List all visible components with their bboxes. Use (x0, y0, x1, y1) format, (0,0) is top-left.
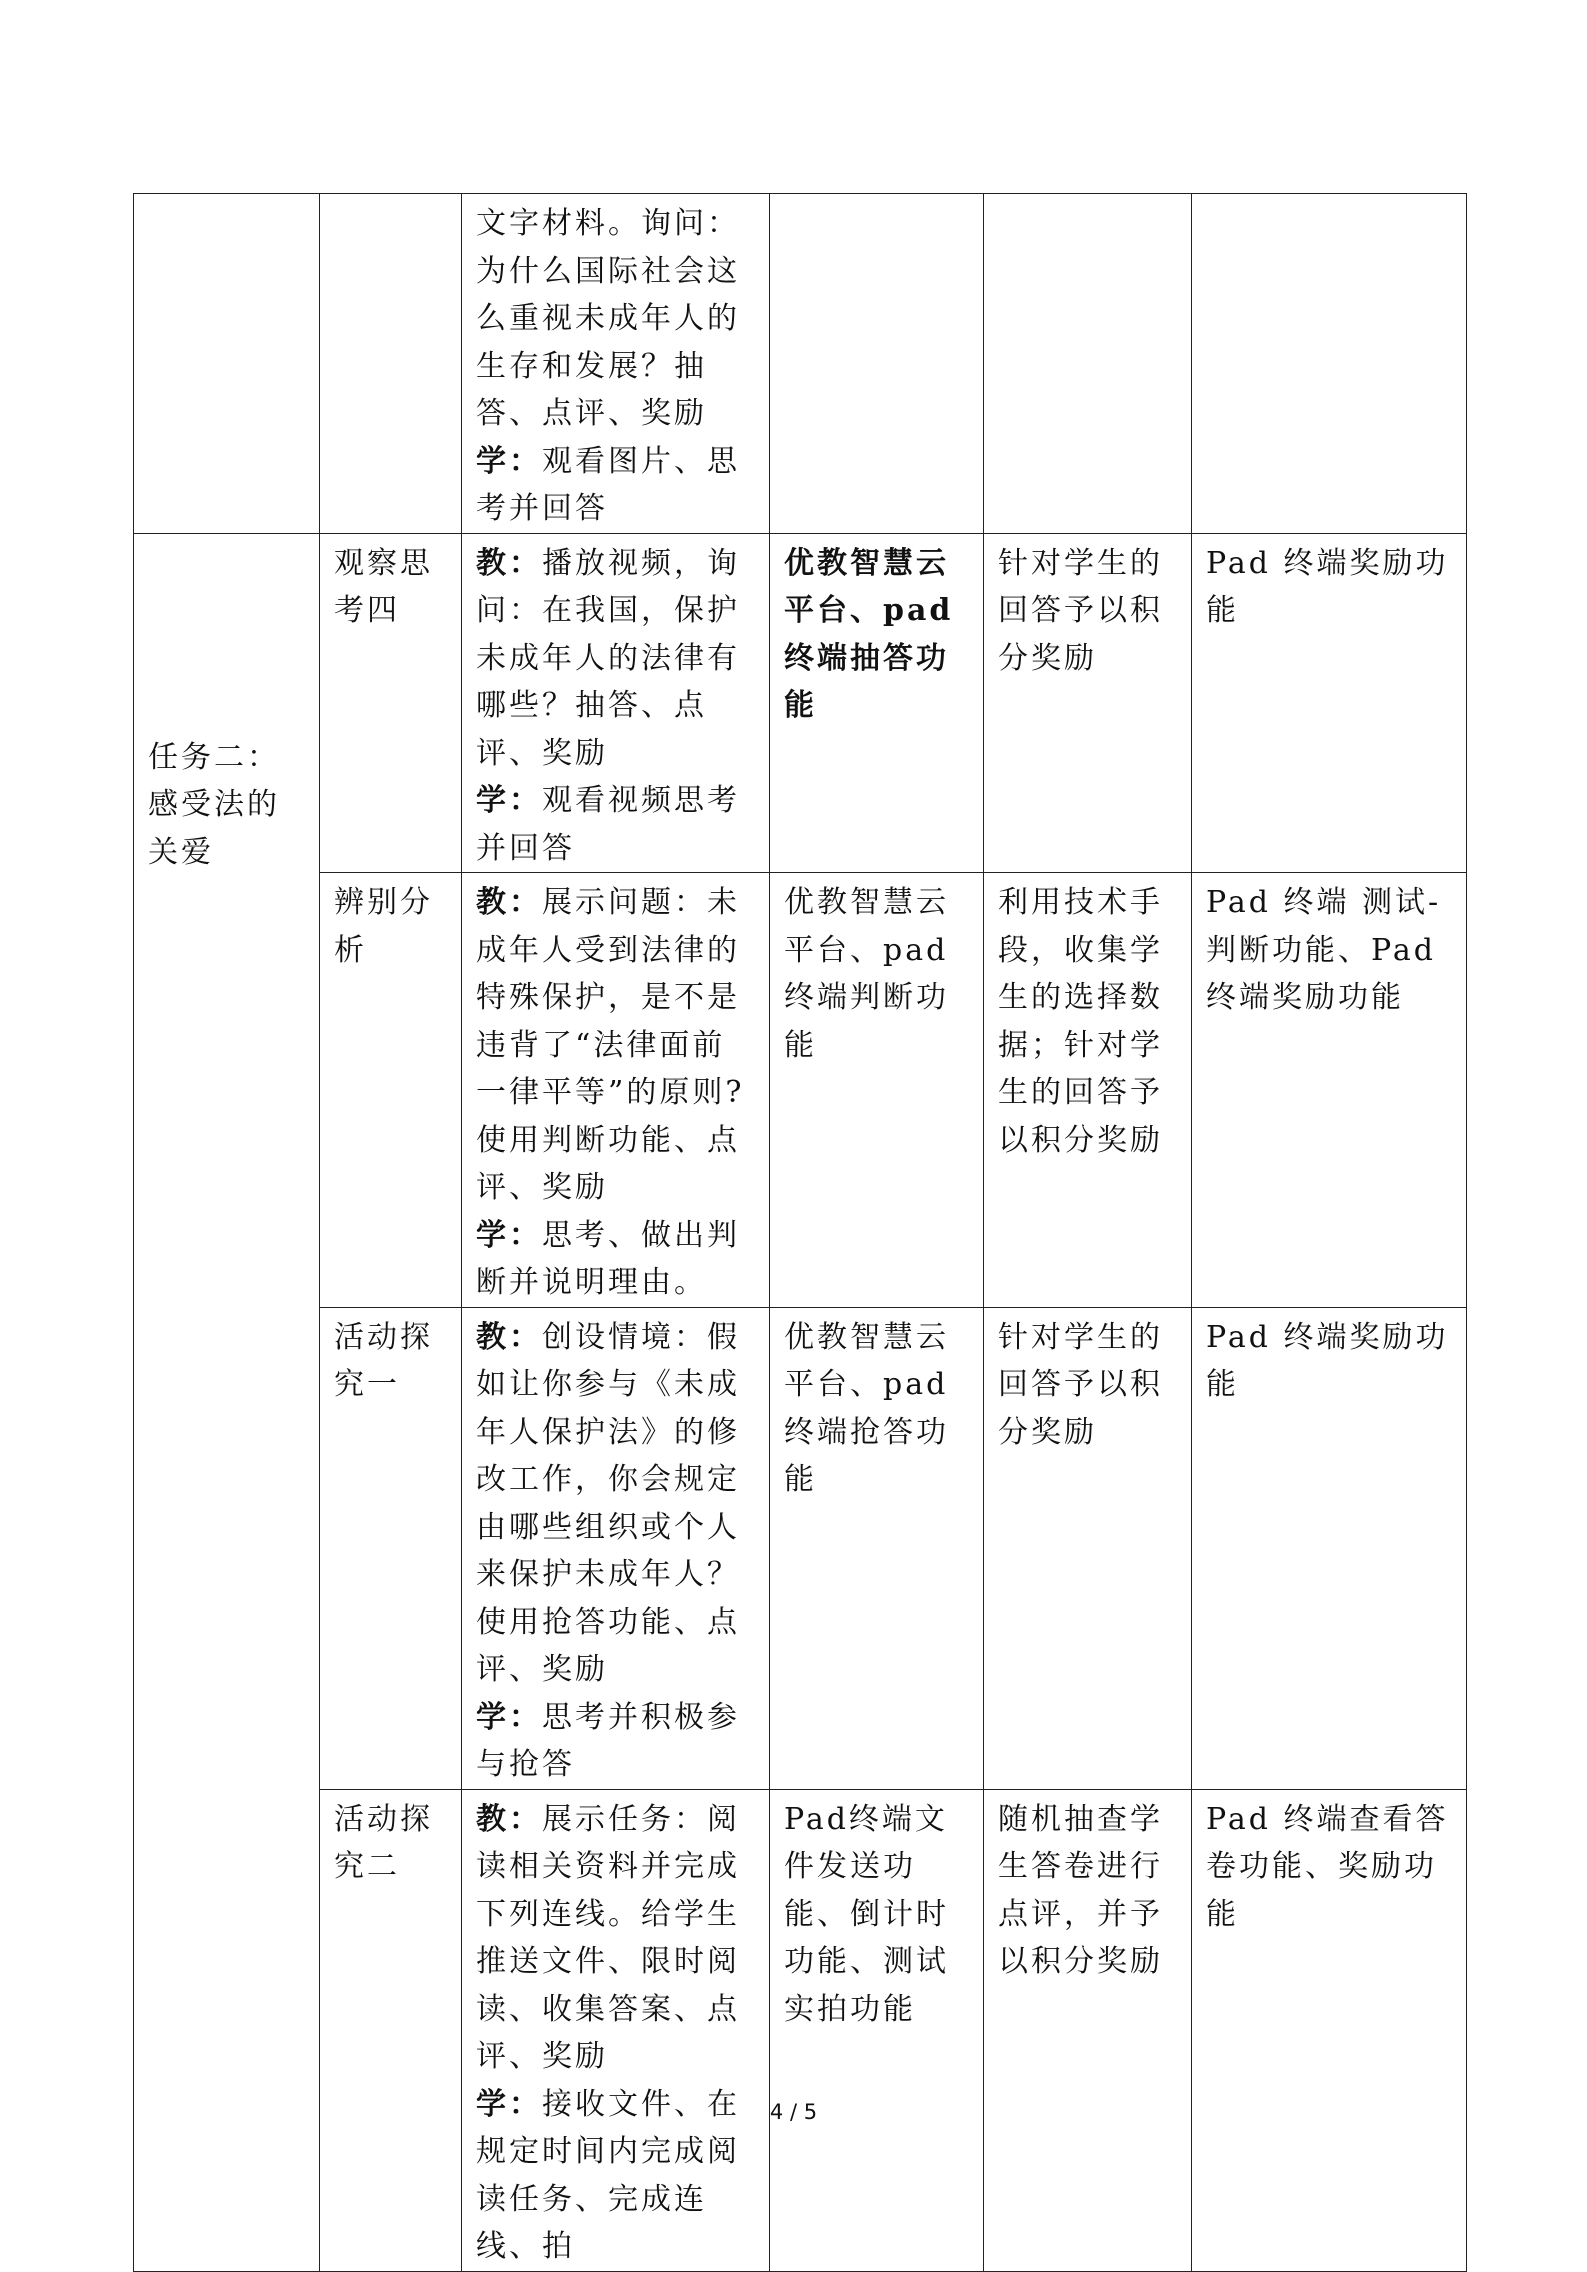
student-label: 学： (476, 1217, 542, 1253)
step-cell: 活动探究一 (320, 1307, 462, 1789)
function-cell (1192, 194, 1467, 534)
table-row (134, 1307, 1467, 1789)
page-number: 4 / 5 (769, 2100, 818, 2124)
table-row (134, 194, 1467, 534)
student-text: 接收文件、在规定时间内完成阅读任务、完成连线、拍 (476, 2086, 740, 2264)
assessment-cell (984, 194, 1192, 534)
student-text: 观看视频思考并回答 (476, 783, 740, 866)
function-cell: Pad 终端 测试-判断功能、Pad 终端奖励功能 (1192, 873, 1467, 1308)
student-label: 学： (476, 1699, 542, 1735)
teacher-label: 教： (476, 885, 542, 920)
activity-cell (462, 873, 770, 1308)
teacher-text: 创设情境：假如让你参与《未成年人保护法》的修改工作，你会规定由哪些组织或个人来保护未成年人？使用抢答功能、点评、奖励 (476, 1319, 740, 1687)
activity-cell (462, 1789, 770, 2271)
student-label: 学： (476, 443, 542, 479)
student-label: 学： (476, 2086, 542, 2122)
assessment-cell: 利用技术手段，收集学生的选择数据；针对学生的回答予以积分奖励 (984, 873, 1192, 1308)
assessment-cell: 针对学生的回答予以积分奖励 (984, 533, 1192, 873)
tool-cell: 优教智慧云平台、pad终端抽答功能 (770, 533, 984, 873)
step-cell: 观察思考四 (320, 533, 462, 873)
step-cell: 辨别分析 (320, 873, 462, 1308)
tool-cell: 优教智慧云平台、pad终端判断功能 (770, 873, 984, 1308)
assessment-cell: 针对学生的回答予以积分奖励 (984, 1307, 1192, 1789)
student-text: 观看图片、思考并回答 (476, 443, 740, 526)
task-title: 任务二：感受法的关爱 (148, 739, 280, 870)
step-cell (320, 194, 462, 534)
student-text: 思考并积极参与抢答 (476, 1699, 740, 1782)
teacher-label: 教： (476, 1801, 542, 1837)
activity-cell (462, 1307, 770, 1789)
task-cell (134, 194, 320, 534)
function-cell: Pad 终端奖励功能 (1192, 1307, 1467, 1789)
teacher-text: 展示问题：未成年人受到法律的特殊保护，是不是违背了“法律面前一律平等”的原则?使用判断功能、点评、奖励 (476, 885, 745, 1205)
teacher-text: 文字材料。询问：为什么国际社会这么重视未成年人的生存和发展？抽答、点评、奖励 (476, 206, 740, 431)
step-cell: 活动探究二 (320, 1789, 462, 2271)
table-row (134, 873, 1467, 1308)
table-row (134, 1789, 1467, 2271)
table-row (134, 533, 1467, 873)
function-cell: Pad 终端查看答卷功能、奖励功能 (1192, 1789, 1467, 2271)
student-label: 学： (476, 783, 542, 818)
activity-cell (462, 533, 770, 873)
teacher-label: 教： (476, 545, 542, 581)
tool-cell (770, 194, 984, 534)
teacher-text: 展示任务：阅读相关资料并完成下列连线。给学生推送文件、限时阅读、收集答案、点评、奖励 (476, 1801, 740, 2074)
function-cell: Pad 终端奖励功能 (1192, 533, 1467, 873)
tool-cell: Pad终端文件发送功能、倒计时功能、测试实拍功能 (770, 1789, 984, 2271)
lesson-plan-table (133, 193, 1467, 2272)
assessment-cell: 随机抽查学生答卷进行点评，并予以积分奖励 (984, 1789, 1192, 2271)
task-cell (134, 533, 320, 2271)
tool-cell: 优教智慧云平台、pad终端抢答功能 (770, 1307, 984, 1789)
teacher-text: 播放视频，询问：在我国，保护未成年人的法律有哪些？抽答、点评、奖励 (476, 545, 740, 771)
student-text: 思考、做出判断并说明理由。 (476, 1217, 740, 1300)
activity-cell (462, 194, 770, 534)
teacher-label: 教： (476, 1319, 542, 1355)
